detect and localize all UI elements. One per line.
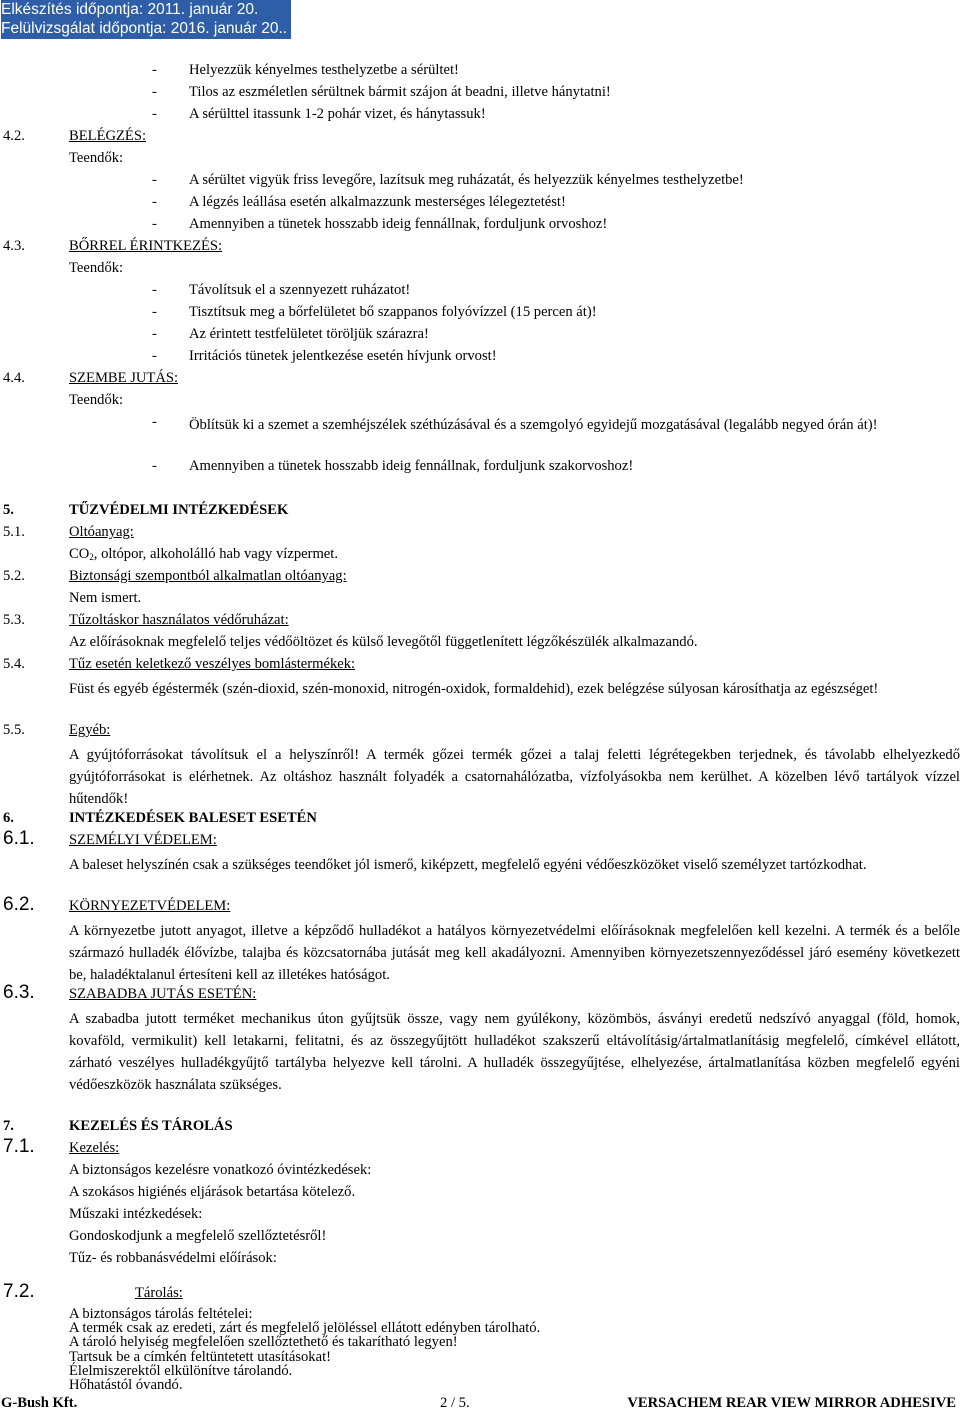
header-box [1,0,291,39]
section-title: Kezelés: [69,1140,120,1156]
list-item: A légzés leállása esetén alkalmazzunk mesterséges lélegeztetést! [189,194,566,210]
section-title: SZEMBE JUTÁS: [69,370,179,386]
paragraph: Füst és egyéb égéstermék (szén-dioxid, szén-monoxid, nitrogén-oxidok, formaldehid), ezek belégzése súlyosan károsíthatja az egészséget! [69,681,879,697]
section-title: BŐRREL ÉRINTKEZÉS: [69,238,223,254]
list-item: Amennyiben a tünetek hosszabb ideig fennállnak, forduljunk orvoshoz! [189,216,608,232]
bullet-dash: - [152,194,157,210]
list-item: Tisztítsuk meg a bőrfelületet bő szappanos folyóvízzel (15 percen át)! [189,304,597,320]
section-number: 4.4. [3,370,25,386]
paragraph [69,546,338,563]
section-title: Tűz esetén keletkező veszélyes bomlástermékek: [69,656,356,672]
chapter-title: INTÉZKEDÉSEK BALESET ESETÉN [69,810,317,826]
section-title: SZEMÉLYI VÉDELEM: [69,832,217,848]
list-item: Amennyiben a tünetek hosszabb ideig fennállnak, forduljunk szakorvoshoz! [189,458,634,474]
footer-page-number: 2 / 5. [440,1395,470,1411]
list-item: Műszaki intézkedések: [69,1206,203,1222]
footer-bar [0,1394,960,1415]
section-number: 4.2. [3,128,25,144]
section-title: Oltóanyag: [69,524,134,540]
list-item: Hőhatástól óvandó. [69,1377,183,1393]
list-item: Gondoskodjunk a megfelelő szellőztetésről! [69,1228,327,1244]
bullet-dash: - [152,304,157,320]
list-item: Tartsuk be a címkén feltüntetett utasításokat! [69,1348,331,1365]
section-title: BELÉGZÉS: [69,128,147,144]
paragraph: A szabadba jutott terméket mechanikus úton gyűjtsük össze, vagy nem gyúlékony, közömbös, ásványi eredetű nedszívó anyaggal (föld, homok, kovaföld, vermikulit) kell letakarni, felitatni, és az összegyűjtött hulladékot szakszerű eltávolításig/ártalmatlanításig megfelelő, címkével ellátott, zárható veszélyes hulladékgyűjtő tartályba helyezve kell tárolni. A hulladék összegyűjtése, elhelyezése, ártalmatlanítása közben megfelelő egyéni védőeszközök használata szükséges. [69,1011,960,1093]
section-number: 6.3. [3,982,35,1003]
chapter-title: KEZELÉS ÉS TÁROLÁS [69,1118,233,1134]
chapter-number: 5. [3,502,14,518]
section-number: 7.1. [3,1136,35,1157]
paragraph: Az előírásoknak megfelelő teljes védőöltözet és külső levegőtől függetlenített légzőkészülék alkalmazandó. [69,634,698,650]
list-item: Irritációs tünetek jelentkezése esetén hívjunk orvost! [189,348,497,364]
list-item: Öblítsük ki a szemet a szemhéjszélek széthúzásával és a szemgolyó egyidejű mozgatásával (legalább negyed órán át)! [189,417,878,433]
bullet-dash: - [152,172,157,188]
bullet-dash: - [152,458,157,474]
bullet-dash: - [152,84,157,100]
co2-text: CO [69,546,90,562]
section-title: Biztonsági szempontból alkalmatlan oltóanyag: [69,568,347,584]
list-item: A sérülttel itassunk 1-2 pohár vizet, és hánytassuk! [189,106,486,122]
section-title: Egyéb: [69,722,111,738]
subheading: Teendők: [69,260,124,276]
co2-subscript: 2 [89,552,94,562]
list-item: A biztonságos kezelésre vonatkozó óvintézkedések: [69,1162,372,1178]
list-item: Tilos az eszméletlen sérültnek bármit szájon át beadni, illetve hánytatni! [189,84,611,100]
list-item: Élelmiszerektől elkülönítve tárolandó. [69,1362,293,1379]
section-number: 6.2. [3,894,35,915]
chapter-number: 7. [3,1118,14,1134]
list-item: Távolítsuk el a szennyezett ruházatot! [189,282,411,298]
list-item: A tároló helyiség megfelelően szellőztethető és takarítható legyen! [69,1334,458,1351]
subheading: Teendők: [69,392,124,408]
bullet-dash: - [152,348,157,364]
list-item: A biztonságos tárolás feltételei: [69,1306,253,1322]
paragraph: A baleset helyszínén csak a szükséges teendőket jól ismerő, kiképzett, megfelelő egyéni védőeszközöket viselő személyzet tartózkodhat. [69,857,867,873]
section-number: 5.1. [3,524,25,540]
bullet-dash: - [152,326,157,342]
revised-date: Felülvizsgálat időpontja: 2016. január 20.. [1,20,288,37]
section-number: 5.2. [3,568,25,584]
footer-product-name: VERSACHEM REAR VIEW MIRROR ADHESIVE [627,1395,956,1411]
bullet-dash: - [152,216,157,232]
extinguisher-list: , oltópor, alkoholálló hab vagy vízpermet. [93,546,338,562]
list-item: A szokásos higiénés eljárások betartása kötelező. [69,1184,356,1200]
paragraph: Nem ismert. [69,590,142,606]
paragraph: A gyújtóforrásokat távolítsuk el a helyszínről! A termék gőzei termék gőzei a talaj feletti légrétegekben terjednek, és távolabb elhelyezkedő gyújtóforrásokat is elérhetnek. Az oltáshoz használt folyadék a csatornahálózatba, vízfolyásokba nem kerülhet. A közelben lévő tartályok vízzel hűtendők! [69,747,960,807]
section-number: 7.2. [3,1281,35,1302]
section-title: Tárolás: [135,1285,183,1301]
list-item: A termék csak az eredeti, zárt és megfelelő jelöléssel ellátott edényben tárolható. [69,1320,541,1337]
section-number: 5.4. [3,656,25,672]
section-number: 5.5. [3,722,25,738]
section-number: 5.3. [3,612,25,628]
bullet-dash: - [152,106,157,122]
created-date: Elkészítés időpontja: 2011. január 20. [1,1,259,18]
section-number: 4.3. [3,238,25,254]
chapter-number: 6. [3,810,14,826]
chapter-title: TŰZVÉDELMI INTÉZKEDÉSEK [69,502,289,518]
bullet-dash: - [152,282,157,298]
bullet-dash: - [152,62,157,78]
list-item: Az érintett testfelületet töröljük szárazra! [189,326,429,342]
section-title: SZABADBA JUTÁS ESETÉN: [69,986,257,1002]
list-item: Tűz- és robbanásvédelmi előírások: [69,1250,277,1266]
list-item: Helyezzük kényelmes testhelyzetbe a sérültet! [189,62,459,78]
list-item: A sérültet vigyük friss levegőre, lazítsuk meg ruházatát, és helyezzük kényelmes testhelyzetbe! [189,172,744,188]
section-title: Tűzoltáskor használatos védőruházat: [69,612,289,628]
subheading: Teendők: [69,150,124,166]
paragraph: A környezetbe jutott anyagot, illetve a képződő hulladékot a hatályos környezetvédelmi előírásoknak megfelelően kell kezelni. A termék és a belőle származó hulladék élővízbe, talajba és közcsatornába jutását meg kell akadályozni. Amennyiben környezetszennyeződéssel járó esemény következett be, haladéktalanul értesíteni kell az illetékes hatóságot. [69,923,960,983]
section-number: 6.1. [3,828,35,849]
footer-company: G-Bush Kft. [1,1395,78,1411]
bullet-dash: - [152,414,157,430]
section-title: KÖRNYEZETVÉDELEM: [69,898,231,914]
